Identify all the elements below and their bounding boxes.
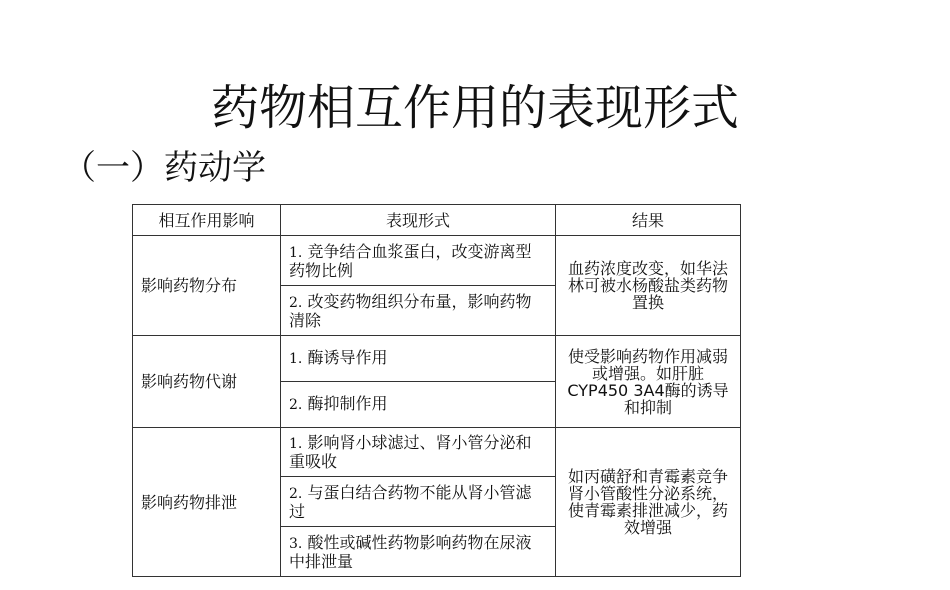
result-cell: 如丙磺舒和青霉素竞争肾小管酸性分泌系统，使青霉素排泄减少，药效增强 [556,428,741,577]
item-number: 2. [289,485,303,502]
header-cell-effect: 相互作用影响 [133,205,281,236]
item-text: 影响肾小球滤过、肾小管分泌和重吸收 [289,433,532,471]
form-cell [281,428,556,477]
category-cell: 影响药物代谢 [133,336,281,428]
item-text: 酸性或碱性药物影响药物在尿液中排泄量 [289,532,532,571]
item-text: 酶诱导作用 [307,348,388,367]
section-subtitle: （一）药动学 [62,148,266,188]
item-text: 酶抑制作用 [307,394,388,413]
form-cell [281,236,556,286]
item-number: 1. [289,244,303,261]
result-cell: 血药浓度改变，如华法林可被水杨酸盐类药物置换 [556,236,741,336]
form-cell [281,336,556,382]
result-cell: 使受影响药物作用减弱或增强。如肝脏CYP450 3A4酶的诱导和抑制 [556,336,741,428]
form-cell [281,527,556,577]
item-text: 改变药物组织分布量，影响药物清除 [289,291,532,330]
category-cell: 影响药物排泄 [133,428,281,577]
form-cell [281,382,556,428]
table-row [133,428,741,477]
item-number: 1. [289,436,303,452]
item-text: 与蛋白结合药物不能从肾小管滤过 [289,482,532,521]
item-number: 2. [289,294,303,311]
table-row [133,236,741,286]
form-cell [281,286,556,336]
slide-title: 药物相互作用的表现形式 [210,80,739,136]
item-number: 1. [289,351,303,367]
category-cell: 影响药物分布 [133,236,281,336]
item-number: 3. [289,535,303,552]
interaction-table [132,204,741,577]
header-cell-result: 结果 [556,205,741,236]
table-row [133,336,741,382]
header-cell-form: 表现形式 [281,205,556,236]
item-number: 2. [289,397,303,413]
table-header-row [133,205,741,236]
item-text: 竞争结合血浆蛋白，改变游离型药物比例 [289,241,532,280]
form-cell [281,477,556,527]
